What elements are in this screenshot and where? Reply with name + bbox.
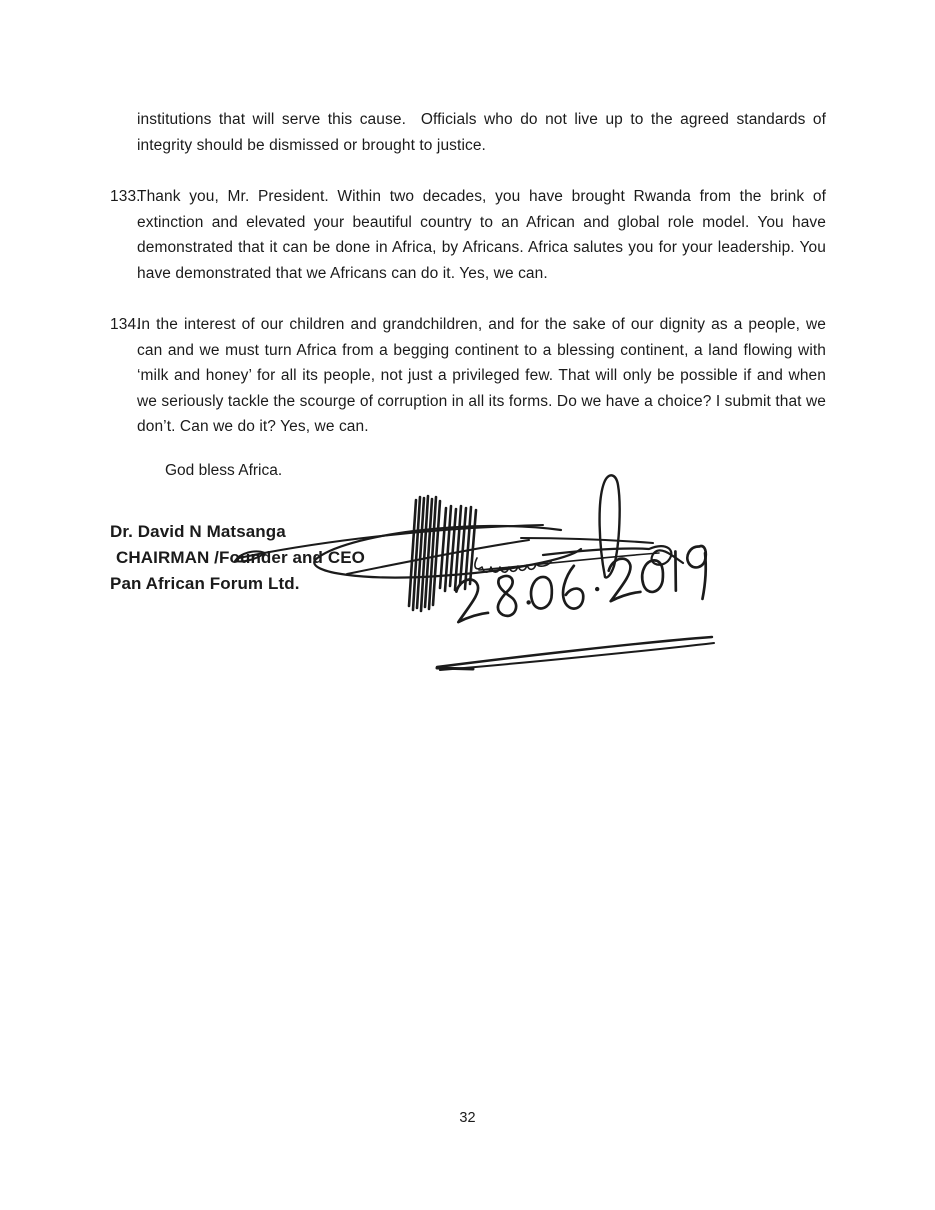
- date-underline: [437, 637, 714, 670]
- signature-scribble: [235, 475, 683, 611]
- body-paragraph: [137, 107, 826, 158]
- page-number: 32: [459, 1110, 476, 1126]
- signature-ink: [225, 465, 725, 677]
- signatory-title: CHAIRMAN /Founder and CEO: [116, 548, 365, 567]
- paragraph-text: institutions that will serve this cause. Officials who do not live up to the agreed standards of integrity should be dismissed or brought to justice.: [137, 111, 826, 154]
- paragraph-text: Thank you, Mr. President. Within two decades, you have brought Rwanda from the brink of extinction and elevated your beautiful country to an African and global role model. You have demonstrated that it can be done in Africa, by Africans. Africa salutes you for your leadership. You have demonstrated that we Africans can do it. Yes, we can.: [137, 188, 826, 282]
- handwritten-date: [453, 546, 710, 625]
- paragraph-number: 134.: [110, 316, 141, 333]
- body-paragraph: [110, 312, 826, 440]
- signatory-organization: Pan African Forum Ltd.: [110, 574, 300, 593]
- signatory-name: Dr. David N Matsanga: [110, 522, 286, 541]
- paragraph-number: 133.: [110, 188, 141, 205]
- body-paragraph: [110, 184, 826, 286]
- paragraph-text: In the interest of our children and grandchildren, and for the sake of our dignity as a people, we can and we must turn Africa from a begging continent to a blessing continent, a land flowing with ‘milk and honey’ for all its people, not just a privileged few. That will only be possible if and when we seriously tackle the scourge of corruption in all its forms. Do we have a choice? I submit that we don’t. Can we do it? Yes, we can.: [137, 316, 826, 435]
- closing-line: God bless Africa.: [165, 461, 283, 479]
